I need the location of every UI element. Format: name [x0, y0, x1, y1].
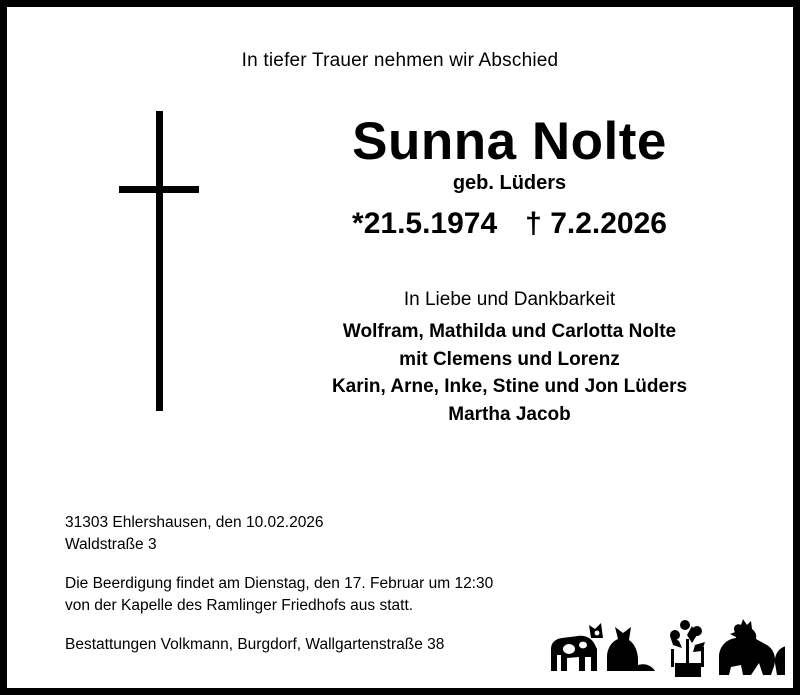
- cross-horizontal-bar: [119, 186, 199, 193]
- mourning-intro-text: In tiefer Trauer nehmen wir Abschied: [241, 50, 559, 71]
- street-address: Waldstraße 3: [65, 536, 157, 554]
- deceased-name: Sunna Nolte: [352, 112, 667, 171]
- family-line: mit Clemens und Lorenz: [399, 348, 620, 370]
- birth-date: *21.5.1974: [352, 207, 498, 240]
- place-and-date: 31303 Ehlershausen, den 10.02.2026: [65, 513, 324, 531]
- address-group: [65, 512, 755, 557]
- farm-animals-silhouette-icon: [545, 605, 785, 680]
- funeral-home-line: Bestattungen Volkmann, Burgdorf, Wallgartenstraße 38: [65, 635, 445, 653]
- life-dates: [222, 207, 797, 241]
- family-line: Wolfram, Mathilda und Carlotta Nolte: [342, 321, 677, 342]
- death-date: † 7.2.2026: [525, 207, 667, 240]
- deceased-maiden-name: geb. Lüders: [452, 172, 567, 194]
- cross-vertical-bar: [156, 111, 163, 411]
- family-block: [222, 289, 797, 428]
- family-intro-text: In Liebe und Dankbarkeit: [403, 289, 616, 310]
- deceased-name-block: [222, 112, 797, 241]
- funeral-detail-line: Die Beerdigung findet am Dienstag, den 17. Februar um 12:30: [65, 574, 494, 592]
- obituary-inner-frame: [7, 7, 793, 688]
- funeral-detail-line: von der Kapelle des Ramlinger Friedhofs aus statt.: [65, 597, 414, 615]
- christian-cross-icon: [119, 111, 199, 411]
- family-line: Karin, Arne, Inke, Stine und Jon Lüders: [331, 376, 688, 398]
- family-line: Martha Jacob: [448, 403, 571, 425]
